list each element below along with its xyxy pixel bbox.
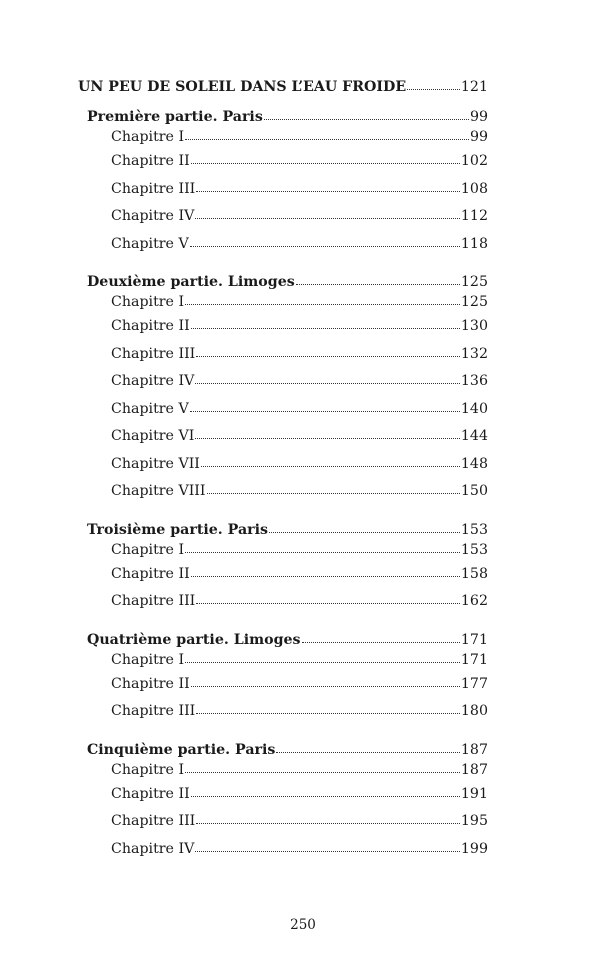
chapter-page: 112 <box>460 208 488 224</box>
toc-chapter-entry[interactable] <box>78 291 488 313</box>
dot-leader <box>201 466 460 467</box>
chapter-page: 150 <box>460 483 488 499</box>
chapter-page: 187 <box>460 761 488 778</box>
dot-leader <box>185 772 460 773</box>
dot-leader <box>185 304 460 305</box>
toc-chapter-entry[interactable] <box>78 423 488 451</box>
toc-part-entry[interactable] <box>78 521 488 539</box>
chapter-page: 125 <box>460 294 488 310</box>
chapter-title: Chapitre IV <box>111 373 195 389</box>
part-title: Première partie. Paris <box>87 109 263 125</box>
chapter-page: 140 <box>460 400 488 417</box>
dot-leader <box>195 218 460 219</box>
chapter-page: 180 <box>460 703 488 719</box>
toc-chapter-entry[interactable] <box>78 698 488 726</box>
dot-leader <box>276 752 460 753</box>
part-title: Quatrième partie. Limoges <box>87 631 301 648</box>
toc-chapter-entry[interactable] <box>78 313 488 341</box>
chapter-title: Chapitre II <box>111 785 190 802</box>
toc-chapter-entry[interactable] <box>78 396 488 424</box>
toc-parts <box>78 108 488 863</box>
dot-leader <box>296 284 460 285</box>
toc-chapter-entry[interactable] <box>78 588 488 616</box>
dot-leader <box>190 246 460 247</box>
chapter-title: Chapitre VI <box>111 428 195 444</box>
chapter-page: 130 <box>460 318 488 334</box>
dot-leader <box>207 493 460 494</box>
chapter-title: Chapitre II <box>111 675 190 692</box>
chapter-page: 177 <box>460 675 488 692</box>
chapter-page: 153 <box>460 541 488 558</box>
dot-leader <box>191 796 460 797</box>
toc-chapter-entry[interactable] <box>78 649 488 671</box>
part-page: 99 <box>469 109 488 125</box>
dot-leader <box>196 191 460 192</box>
dot-leader <box>191 686 460 687</box>
chapter-title: Chapitre I <box>111 651 185 668</box>
toc-part-entry[interactable] <box>78 741 488 759</box>
toc-chapter-entry[interactable] <box>78 176 488 204</box>
toc-chapter-entry[interactable] <box>78 781 488 809</box>
toc-chapter-entry[interactable] <box>78 231 488 259</box>
chapter-page: 171 <box>460 651 488 668</box>
toc-chapter-entry[interactable] <box>78 836 488 864</box>
chapter-title: Chapitre I <box>111 294 185 310</box>
chapter-title: Chapitre V <box>111 400 189 417</box>
toc-chapter-entry[interactable] <box>78 368 488 396</box>
chapter-title: Chapitre VII <box>111 455 200 472</box>
chapter-page: 158 <box>460 565 488 582</box>
toc-chapter-entry[interactable] <box>78 451 488 479</box>
dot-leader <box>185 139 469 140</box>
toc-part-entry[interactable] <box>78 108 488 126</box>
chapter-page: 118 <box>460 235 488 252</box>
dot-leader <box>185 662 460 663</box>
chapter-page: 162 <box>460 593 488 609</box>
dot-leader <box>191 576 460 577</box>
toc-chapter-entry[interactable] <box>78 341 488 369</box>
toc-chapter-entry[interactable] <box>78 561 488 589</box>
dot-leader <box>196 713 460 714</box>
part-title: Troisième partie. Paris <box>87 521 269 538</box>
dot-leader <box>407 89 460 90</box>
part-page: 125 <box>460 274 488 290</box>
dot-leader <box>196 823 460 824</box>
toc-chapter-entry[interactable] <box>78 203 488 231</box>
book-title: UN PEU DE SOLEIL DANS L’EAU FROIDE <box>78 79 407 95</box>
chapter-page: 199 <box>460 840 488 857</box>
chapter-title: Chapitre I <box>111 541 185 558</box>
dot-leader <box>196 356 460 357</box>
chapter-title: Chapitre II <box>111 318 190 334</box>
chapter-title: Chapitre IV <box>111 840 195 857</box>
toc-chapter-entry[interactable] <box>78 759 488 781</box>
part-title: Cinquième partie. Paris <box>87 741 276 758</box>
chapter-title: Chapitre III <box>111 703 196 719</box>
dot-leader <box>191 163 460 164</box>
dot-leader <box>191 328 460 329</box>
dot-leader <box>269 532 460 533</box>
toc-book-entry[interactable] <box>78 78 488 96</box>
chapter-title: Chapitre III <box>111 593 196 609</box>
chapter-title: Chapitre III <box>111 180 196 197</box>
toc-chapter-entry[interactable] <box>78 126 488 148</box>
toc-chapter-entry[interactable] <box>78 808 488 836</box>
chapter-title: Chapitre V <box>111 235 189 252</box>
dot-leader <box>195 383 460 384</box>
dot-leader <box>264 119 469 120</box>
part-title: Deuxième partie. Limoges <box>87 274 295 290</box>
chapter-title: Chapitre III <box>111 813 196 829</box>
toc-chapter-entry[interactable] <box>78 478 488 506</box>
chapter-page: 132 <box>460 345 488 362</box>
chapter-title: Chapitre I <box>111 761 185 778</box>
chapter-page: 102 <box>460 153 488 169</box>
chapter-title: Chapitre III <box>111 345 196 362</box>
dot-leader <box>190 411 460 412</box>
chapter-page: 136 <box>460 373 488 389</box>
toc-part-entry[interactable] <box>78 273 488 291</box>
chapter-title: Chapitre I <box>111 129 185 145</box>
toc-chapter-entry[interactable] <box>78 539 488 561</box>
chapter-page: 195 <box>460 813 488 829</box>
toc-part-entry[interactable] <box>78 631 488 649</box>
dot-leader <box>195 851 460 852</box>
dot-leader <box>302 642 460 643</box>
toc-chapter-entry[interactable] <box>78 671 488 699</box>
part-page: 153 <box>460 521 488 538</box>
chapter-title: Chapitre VIII <box>111 483 206 499</box>
chapter-page: 99 <box>469 129 488 145</box>
toc-chapter-entry[interactable] <box>78 148 488 176</box>
chapter-page: 191 <box>460 785 488 802</box>
chapter-title: Chapitre II <box>111 153 190 169</box>
page-number: 250 <box>290 917 316 933</box>
book-page: 121 <box>460 79 488 95</box>
chapter-page: 148 <box>460 455 488 472</box>
part-page: 171 <box>460 631 488 648</box>
dot-leader <box>185 552 460 553</box>
chapter-title: Chapitre II <box>111 565 190 582</box>
chapter-page: 108 <box>460 180 488 197</box>
chapter-title: Chapitre IV <box>111 208 195 224</box>
dot-leader <box>195 438 460 439</box>
part-page: 187 <box>460 741 488 758</box>
dot-leader <box>196 603 460 604</box>
chapter-page: 144 <box>460 428 488 444</box>
table-of-contents <box>78 78 488 863</box>
